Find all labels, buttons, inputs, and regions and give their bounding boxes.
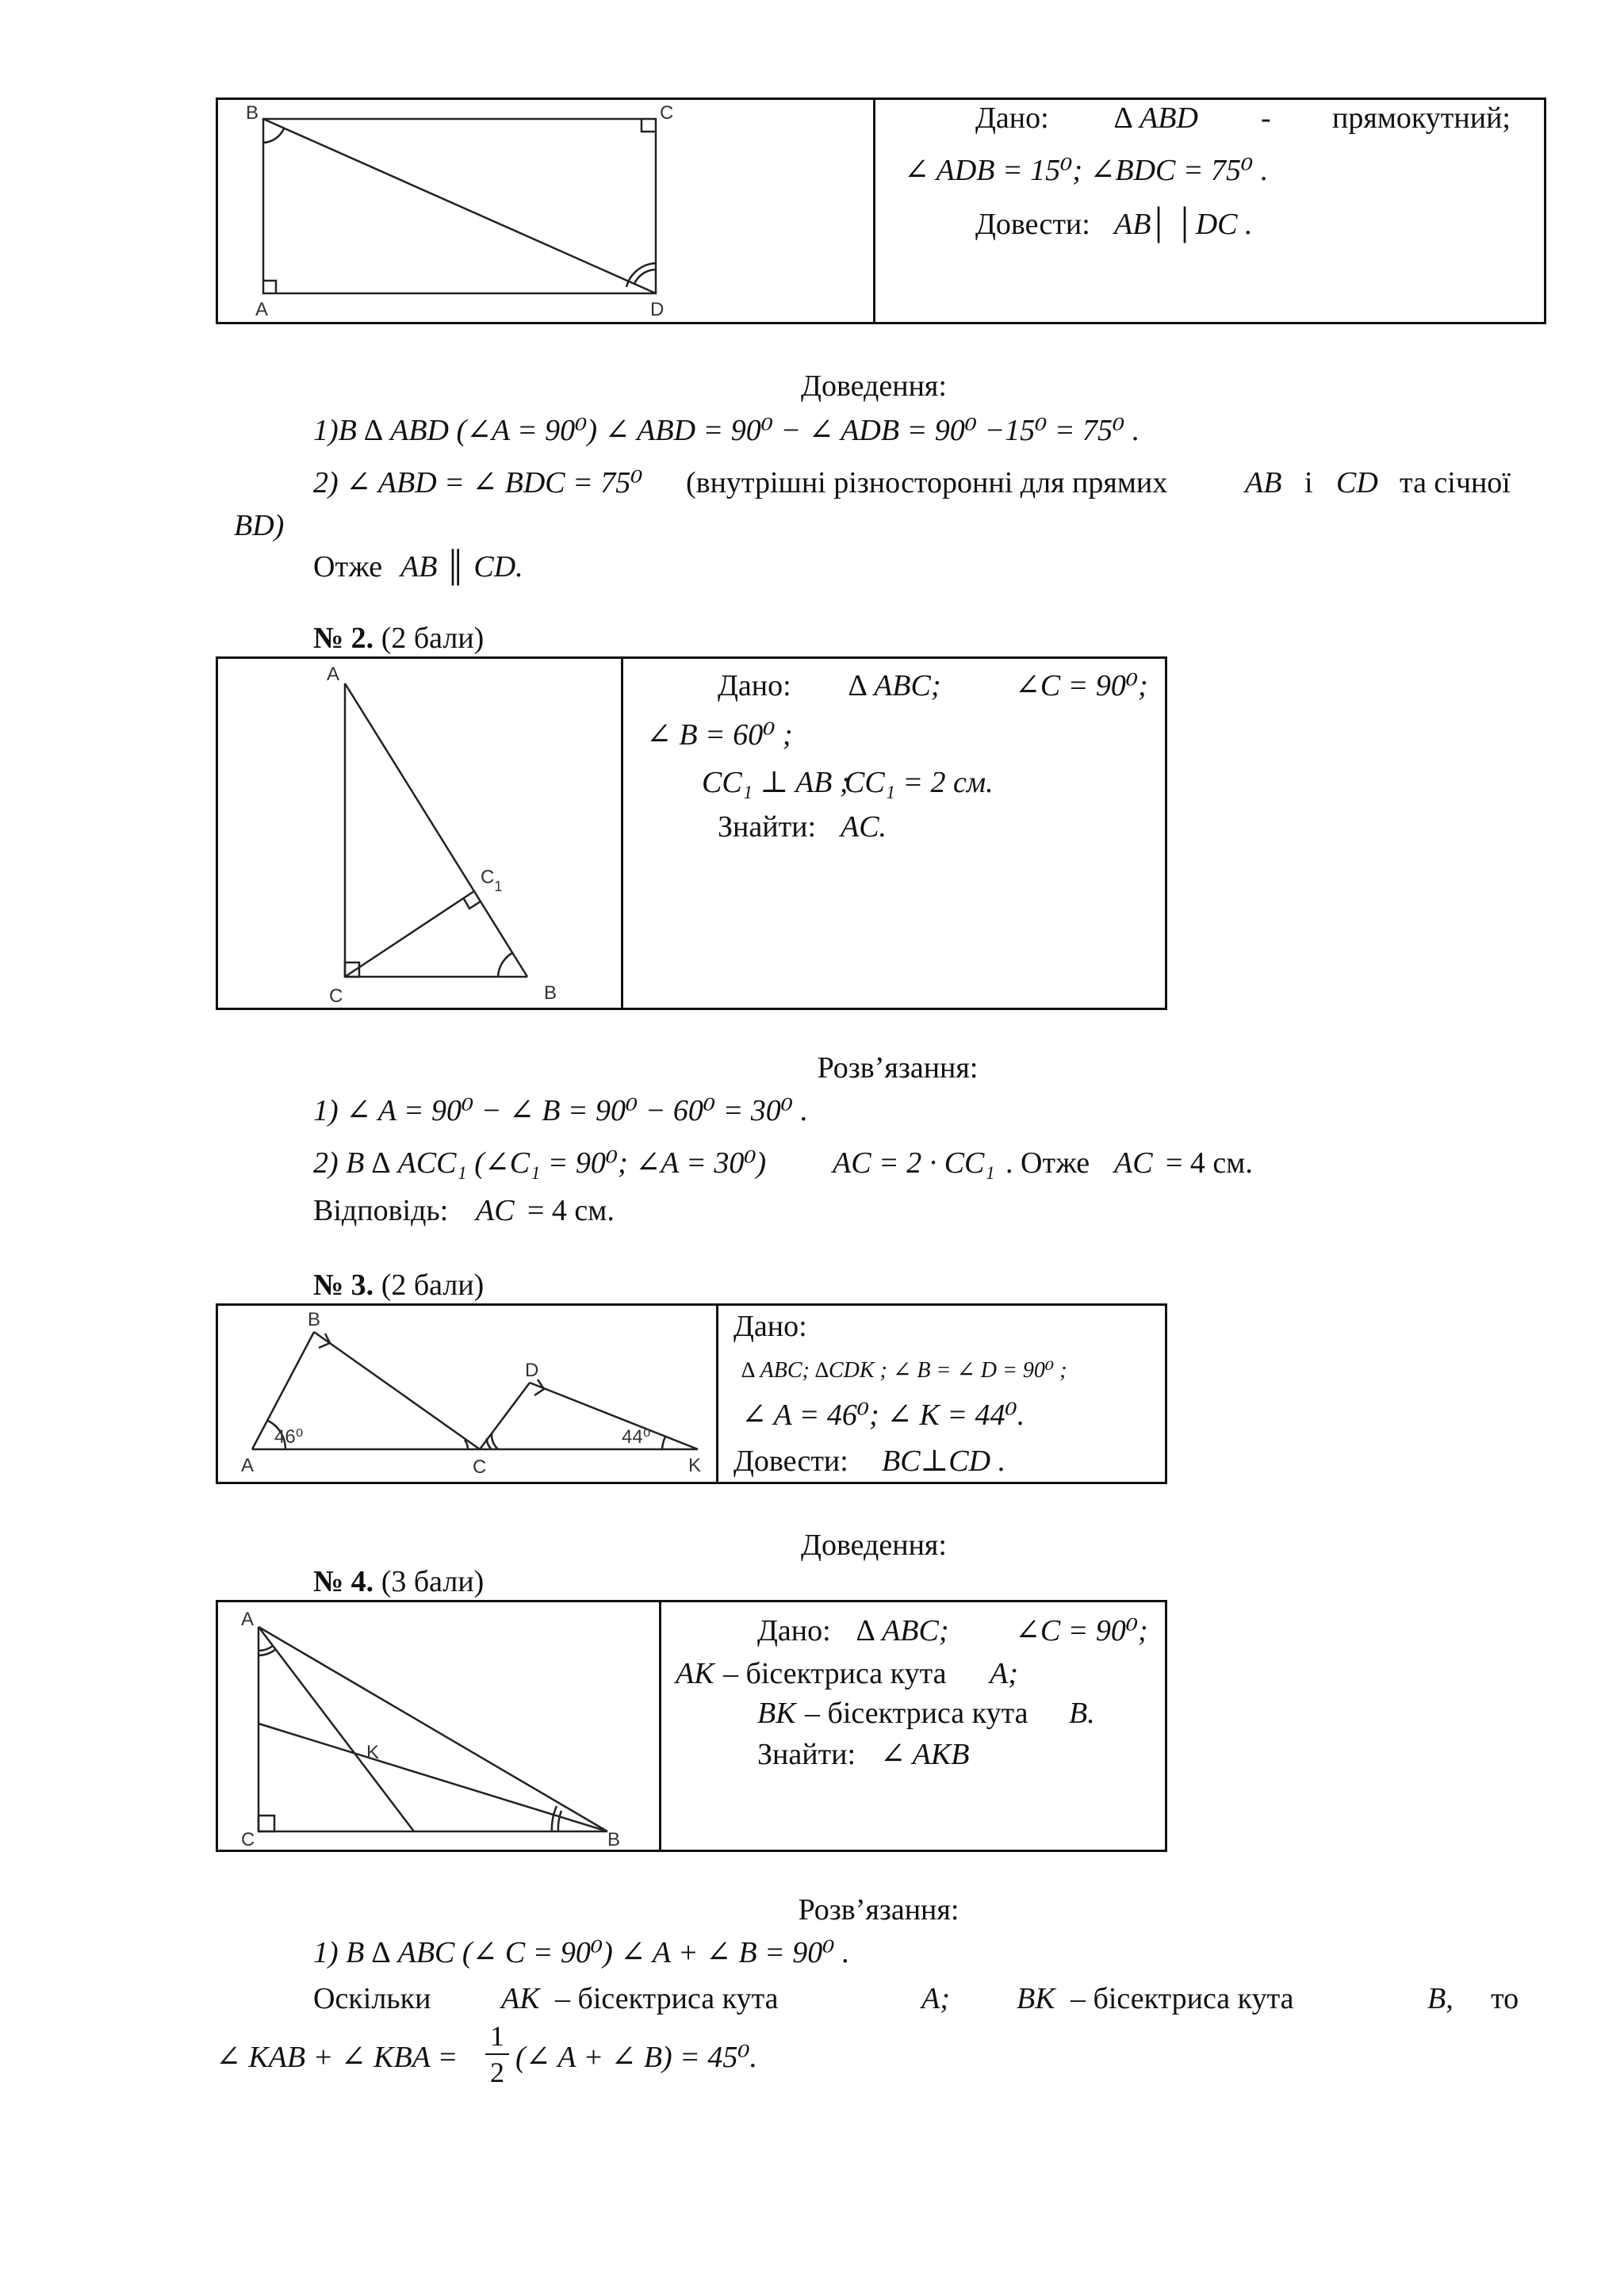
p2-step2-ac: AC	[1114, 1146, 1153, 1180]
fig3-label-c: C	[473, 1456, 487, 1478]
p1-conclusion-label: Отже	[313, 550, 383, 584]
p2-given-label: Дано:	[718, 669, 791, 702]
fig3-label-b: B	[308, 1309, 321, 1330]
p3-prove-stmt: BC⊥CD .	[882, 1445, 1006, 1478]
p4-given-ak: AK	[676, 1657, 714, 1690]
fig3-label-k: K	[688, 1455, 702, 1476]
p4-step3-left: ∠ KAB + ∠ KBA =	[216, 2041, 458, 2074]
p2-find-target: AC.	[841, 810, 887, 844]
p2-given-perp: CC₁ ⊥ AB ;	[702, 766, 850, 799]
p2-given-length: CC₁ = 2 см.	[845, 766, 994, 799]
p4-solution-heading: Розв’язання:	[798, 1893, 959, 1927]
p1-step2-text: (внутрішні різносторонні для прямих	[686, 466, 1168, 499]
p2-step1: 1) ∠ A = 90⁰ − ∠ B = 90⁰ − 60⁰ = 30⁰ .	[313, 1094, 809, 1127]
p4-find-label: Знайти:	[757, 1738, 856, 1771]
p2-number: № 2.	[313, 622, 374, 655]
p4-title	[313, 1563, 484, 1600]
p4-step2-bisector-a: – бісектриса кута	[555, 1982, 779, 2015]
fig3-label-d: D	[525, 1360, 539, 1381]
fig4-label-c: C	[241, 1829, 255, 1850]
p2-step2-value: = 4 см.	[1166, 1146, 1253, 1180]
p4-given-label: Дано:	[757, 1614, 831, 1647]
bisectors-figure	[230, 1603, 658, 1850]
p1-step2-cd: CD	[1336, 466, 1378, 499]
p1-given-triangle: ∆ ABD	[1114, 101, 1198, 135]
fig1-label-a: A	[255, 299, 269, 320]
p3-proof-heading: Доведення:	[801, 1529, 947, 1562]
p4-fraction	[485, 2019, 509, 2090]
p4-step2-angle-b: B,	[1427, 1982, 1454, 2015]
p2-solution-heading: Розв’язання:	[817, 1051, 979, 1085]
p3-number: № 3.	[313, 1269, 374, 1302]
p4-given-bk-text: – бісектриса кута	[805, 1697, 1028, 1730]
p1-step2-eq: 2) ∠ ABD = ∠ BDC = 75⁰	[313, 466, 643, 499]
p2-find-label: Знайти:	[718, 810, 817, 844]
fig2-label-c1: $C_1$	[481, 867, 503, 894]
p1-given-right: прямокутний;	[1332, 101, 1511, 135]
fig4-label-k: K	[366, 1742, 380, 1763]
p4-given-bk: BK	[757, 1697, 796, 1730]
p4-given-bk-angle: B.	[1069, 1697, 1095, 1730]
p4-step2-ak: AK	[501, 1982, 540, 2015]
p4-given-ak-text: – бісектриса кута	[723, 1657, 947, 1690]
fig2-label-c: C	[329, 985, 343, 1007]
p4-fraction-num: 1	[490, 2020, 504, 2052]
p4-fraction-den: 2	[485, 2053, 509, 2090]
fig3-angle-k: 44⁰	[622, 1426, 651, 1448]
p2-step2-eq: 2) В ∆ ACC₁ (∠C₁ = 90⁰; ∠A = 30⁰)	[313, 1146, 767, 1180]
two-triangles-figure	[230, 1307, 706, 1481]
p4-points: (3 бали)	[381, 1565, 485, 1598]
p4-given-triangle: ∆ ABC;	[856, 1614, 949, 1647]
fig4-label-a: A	[241, 1609, 255, 1630]
p1-prove-label: Довести:	[975, 208, 1090, 241]
p4-step1: 1) В ∆ ABC (∠ C = 90⁰) ∠ A + ∠ B = 90⁰ .	[313, 1936, 850, 1969]
p2-answer-value: = 4 см.	[527, 1194, 615, 1227]
fig3-angle-a: 46⁰	[274, 1426, 304, 1448]
p1-step2-and: і	[1304, 466, 1313, 499]
p4-step3-right: (∠ A + ∠ B) = 45⁰.	[515, 2041, 758, 2074]
fig1-label-b: B	[246, 102, 259, 124]
p2-title	[313, 620, 484, 656]
p1-step2-bd: BD)	[234, 509, 285, 542]
p1-step1: 1)В ∆ ABD (∠A = 90⁰) ∠ ABD = 90⁰ − ∠ ADB = 90⁰ −15⁰ = 75⁰ .	[313, 414, 1140, 447]
p3-title	[313, 1267, 484, 1303]
p1-step2-ab: AB	[1245, 466, 1282, 499]
p2-answer-ac: AC	[476, 1194, 515, 1227]
p4-step2-bk: BK	[1017, 1982, 1055, 2015]
rectangle-figure	[238, 101, 682, 320]
p2-points: (2 бали)	[381, 622, 485, 655]
fig2-label-a: A	[327, 664, 340, 685]
p4-step2-bisector-b: – бісектриса кута	[1071, 1982, 1294, 2015]
fig3-label-a: A	[241, 1455, 255, 1476]
p1-conclusion: AB ║ CD.	[400, 550, 523, 584]
p4-step2-angle-a: A;	[921, 1982, 950, 2015]
p1-given-label: Дано:	[975, 101, 1049, 135]
p2-step2-therefore: . Отже	[1005, 1146, 1090, 1180]
p2-answer-label: Відповідь:	[313, 1194, 449, 1227]
p3-given-label: Дано:	[733, 1310, 807, 1343]
p4-step2-since: Оскільки	[313, 1982, 431, 2015]
fig1-label-c: C	[660, 102, 674, 124]
p4-find-target: ∠ AKB	[880, 1738, 970, 1771]
p1-given-angles: ∠ ADB = 15⁰; ∠BDC = 75⁰ .	[904, 154, 1269, 187]
p1-prove-stmt: AB│ │DC .	[1114, 208, 1253, 241]
p3-points: (2 бали)	[381, 1269, 485, 1302]
p3-given-triangles: ∆ ABC; ∆CDK ; ∠ B = ∠ D = 90⁰ ;	[741, 1358, 1067, 1383]
p3-given-angles: ∠ A = 46⁰; ∠ K = 44⁰.	[741, 1399, 1025, 1432]
p1-proof-heading: Доведення:	[801, 369, 947, 403]
p4-given-angle-c: ∠C = 90⁰;	[1015, 1614, 1148, 1647]
p1-given-dash: -	[1261, 101, 1271, 135]
p4-step2-then: то	[1491, 1982, 1519, 2015]
fig1-label-d: D	[650, 299, 665, 320]
fig2-label-b: B	[544, 982, 557, 1004]
p2-given-triangle: ∆ ABC;	[848, 669, 941, 702]
fig4-label-b: B	[607, 1829, 621, 1850]
p2-given-angle-b: ∠ B = 60⁰ ;	[646, 718, 793, 752]
p2-given-angle-c: ∠C = 90⁰;	[1015, 669, 1148, 702]
p1-step2-secant: та січної	[1400, 466, 1511, 499]
p4-given-ak-angle: A;	[990, 1657, 1018, 1690]
p2-step2-formula: AC = 2 · CC₁	[833, 1146, 995, 1180]
triangle-acb-figure	[317, 660, 595, 1008]
p4-number: № 4.	[313, 1565, 374, 1598]
p3-prove-label: Довести:	[733, 1445, 848, 1478]
